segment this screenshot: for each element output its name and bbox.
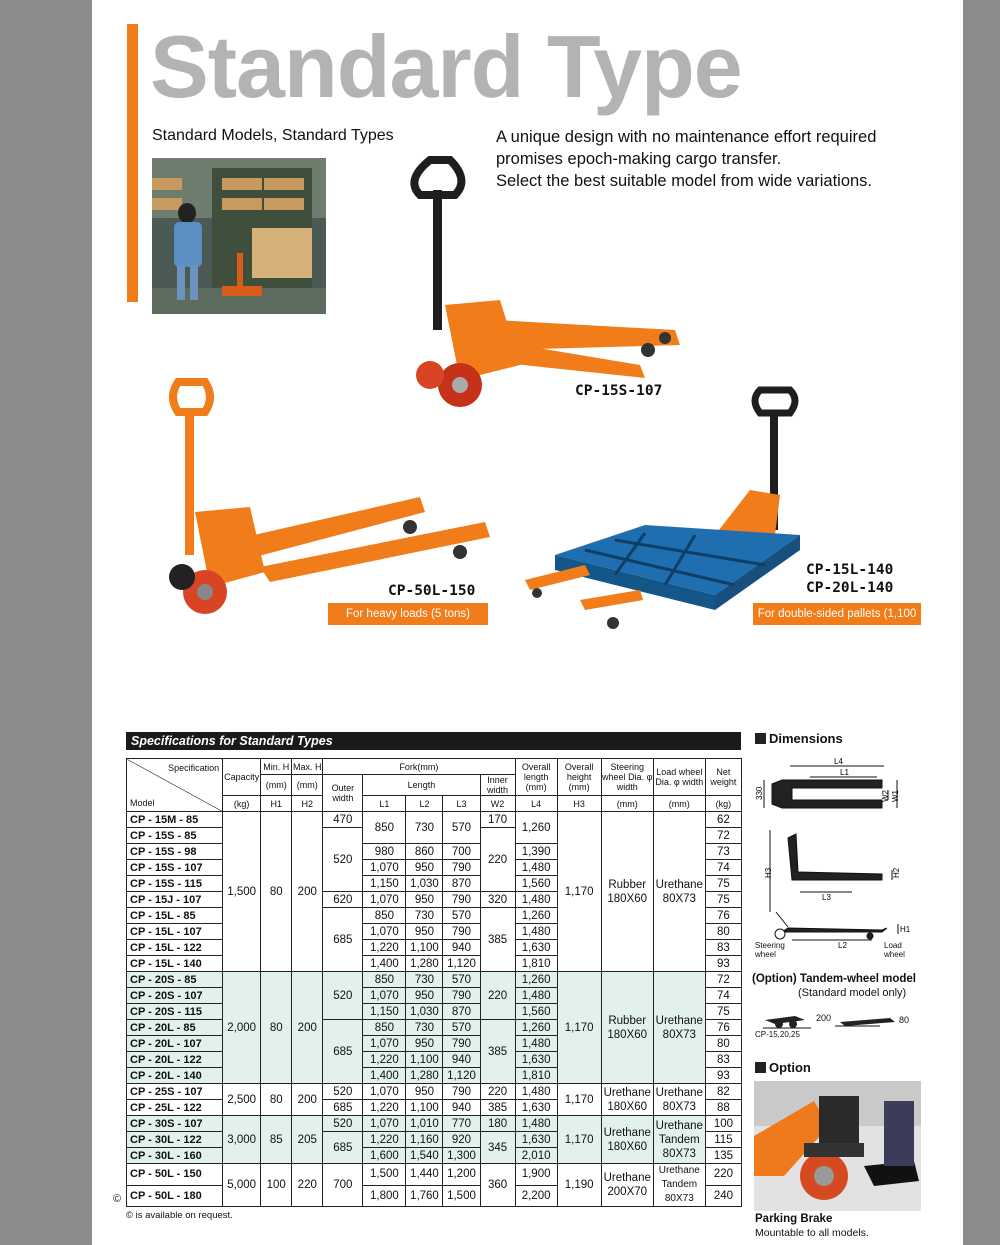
capacity-cell: 2,500 xyxy=(223,1084,261,1116)
l2-cell: 950 xyxy=(406,924,443,940)
l1-cell: 1,150 xyxy=(363,1004,406,1020)
l4-cell: 1,630 xyxy=(515,1132,557,1148)
overall-height-cell: 1,170 xyxy=(557,1116,601,1164)
maxh-cell: 200 xyxy=(292,972,323,1084)
dim-label-l4: L4 xyxy=(834,757,843,766)
outer-width-cell: 685 xyxy=(323,1132,363,1164)
capacity-cell: 3,000 xyxy=(223,1116,261,1164)
inner-width-cell: 170 xyxy=(480,812,515,828)
l4-cell: 1,480 xyxy=(515,924,557,940)
dim-label-w2: W2 xyxy=(881,790,890,802)
dim-label-h2: H2 xyxy=(892,867,901,878)
l2-cell: 1,280 xyxy=(406,1068,443,1084)
l2-symbol: L2 xyxy=(406,796,443,812)
load-wheel-label: Load wheel xyxy=(884,941,905,959)
l3-cell: 700 xyxy=(443,844,480,860)
l2-cell: 1,760 xyxy=(406,1185,443,1207)
net-weight-cell: 240 xyxy=(705,1185,741,1207)
load-material: Urethane xyxy=(655,878,703,891)
l4-cell: 1,630 xyxy=(515,1100,557,1116)
intro-line: promises epoch-making cargo transfer. xyxy=(496,150,782,168)
load-wheel-cell xyxy=(653,1116,705,1164)
l4-cell: 1,260 xyxy=(515,908,557,924)
steer-unit: (mm) xyxy=(601,796,653,812)
l1-cell: 1,070 xyxy=(363,1116,406,1132)
outer-width-cell: 520 xyxy=(323,972,363,1020)
load-size: 80X73 xyxy=(662,1028,696,1041)
steer-material: Rubber xyxy=(608,1014,647,1027)
l2-cell: 730 xyxy=(406,908,443,924)
net-weight-cell: 93 xyxy=(705,1068,741,1084)
model-header-label: Model xyxy=(130,798,155,808)
dim-label-h1: H1 xyxy=(900,925,911,934)
l4-cell: 2,200 xyxy=(515,1185,557,1207)
steer-size: 180X60 xyxy=(607,1028,648,1041)
outer-width-cell: 700 xyxy=(323,1164,363,1207)
outer-width-cell: 685 xyxy=(323,908,363,972)
l1-cell: 1,070 xyxy=(363,1036,406,1052)
l3-cell: 790 xyxy=(443,892,480,908)
l3-cell: 940 xyxy=(443,1052,480,1068)
model-cell: CP - 30L - 160 xyxy=(127,1148,223,1164)
net-weight-cell: 72 xyxy=(705,828,741,844)
model-cell: CP - 15J - 107 xyxy=(127,892,223,908)
model-cell: CP - 20S - 85 xyxy=(127,972,223,988)
l4-cell: 1,900 xyxy=(515,1164,557,1186)
model-cell: CP - 25S - 107 xyxy=(127,1084,223,1100)
l1-cell: 850 xyxy=(363,812,406,844)
load-size: 80X73 xyxy=(662,1147,696,1160)
l4-cell: 1,260 xyxy=(515,972,557,988)
w2-symbol: W2 xyxy=(480,796,515,812)
l1-cell: 1,400 xyxy=(363,1068,406,1084)
tandem-dim-80: 80 xyxy=(899,1015,910,1025)
tandem-dim-200: 200 xyxy=(816,1013,832,1023)
l1-cell: 1,220 xyxy=(363,1100,406,1116)
l1-cell: 850 xyxy=(363,972,406,988)
model-cell: CP - 15S - 107 xyxy=(127,860,223,876)
steer-material: Urethane xyxy=(603,1172,651,1184)
l3-cell: 790 xyxy=(443,1084,480,1100)
l2-cell: 1,010 xyxy=(406,1116,443,1132)
load-material: Urethane xyxy=(655,1119,703,1132)
net-weight-cell: 115 xyxy=(705,1132,741,1148)
l4-cell: 1,630 xyxy=(515,940,557,956)
load-wheel-cell xyxy=(653,972,705,1084)
l3-cell: 1,200 xyxy=(443,1164,480,1186)
model-cell: CP - 30L - 122 xyxy=(127,1132,223,1148)
model-cell: CP - 20L - 85 xyxy=(127,1020,223,1036)
inner-width-cell: 220 xyxy=(480,828,515,892)
dimensions-diagram xyxy=(752,752,920,962)
steering-wheel-header: Steering wheel Dia. φ width xyxy=(601,759,653,796)
left-margin-band xyxy=(0,0,92,1245)
model-cell: CP - 20L - 122 xyxy=(127,1052,223,1068)
l3-cell: 770 xyxy=(443,1116,480,1132)
l4-cell: 1,260 xyxy=(515,812,557,844)
l3-cell: 790 xyxy=(443,924,480,940)
l4-cell: 1,560 xyxy=(515,876,557,892)
inner-width-cell: 320 xyxy=(480,892,515,908)
l1-cell: 1,500 xyxy=(363,1164,406,1186)
steer-size: 180X60 xyxy=(607,892,648,905)
l4-cell: 2,010 xyxy=(515,1148,557,1164)
outer-width-header: Outer width xyxy=(323,775,363,812)
l1-cell: 980 xyxy=(363,844,406,860)
outer-width-cell: 470 xyxy=(323,812,363,828)
inner-width-cell: 220 xyxy=(480,1084,515,1100)
l3-cell: 940 xyxy=(443,940,480,956)
minh-cell: 80 xyxy=(261,972,292,1084)
l1-cell: 1,220 xyxy=(363,1052,406,1068)
l1-cell: 1,070 xyxy=(363,924,406,940)
l2-cell: 1,100 xyxy=(406,1052,443,1068)
maxh-cell: 220 xyxy=(292,1164,323,1207)
dim-label-330: 330 xyxy=(755,786,764,800)
tandem-model-title: (Option) Tandem-wheel model xyxy=(752,973,916,985)
outer-width-cell: 520 xyxy=(323,828,363,892)
section-square-icon xyxy=(755,733,766,744)
model-cell: CP - 20S - 107 xyxy=(127,988,223,1004)
net-weight-cell: 62 xyxy=(705,812,741,828)
l2-cell: 1,030 xyxy=(406,1004,443,1020)
fork-header: Fork(mm) xyxy=(323,759,515,775)
l1-cell: 1,070 xyxy=(363,892,406,908)
capacity-header: Capacity xyxy=(223,759,261,796)
l2-cell: 1,280 xyxy=(406,956,443,972)
l4-cell: 1,810 xyxy=(515,1068,557,1084)
steering-wheel-cell xyxy=(601,972,653,1084)
load-wheel-cell xyxy=(653,1084,705,1116)
capacity-cell: 5,000 xyxy=(223,1164,261,1207)
l4-cell: 1,260 xyxy=(515,1020,557,1036)
product-caption-cp20l140: CP-20L-140 xyxy=(806,580,894,596)
l1-cell: 1,070 xyxy=(363,988,406,1004)
load-material: Urethane xyxy=(655,1014,703,1027)
spec-table-title: Specifications for Standard Types xyxy=(126,732,741,750)
model-cell: CP - 20L - 140 xyxy=(127,1068,223,1084)
model-cell: CP - 15L - 140 xyxy=(127,956,223,972)
h3-symbol: H3 xyxy=(557,796,601,812)
model-cell: CP - 15S - 115 xyxy=(127,876,223,892)
maxh-cell: 200 xyxy=(292,812,323,972)
minh-header: Min. H xyxy=(261,759,292,775)
product-tag-heavy-loads: For heavy loads (5 tons) xyxy=(328,603,488,625)
l3-cell: 1,500 xyxy=(443,1185,480,1207)
load-size: 80X73 xyxy=(662,1100,696,1113)
capacity-cell: 2,000 xyxy=(223,972,261,1084)
dim-label-l1: L1 xyxy=(840,768,849,777)
product-tag-double-sided: For double-sided pallets (1,100 mm) xyxy=(753,603,921,625)
steering-wheel-cell xyxy=(601,1164,653,1207)
l2-cell: 950 xyxy=(406,892,443,908)
l3-cell: 790 xyxy=(443,1036,480,1052)
option-title xyxy=(755,1060,811,1075)
load-wheel-header: Load wheel Dia. φ width xyxy=(653,759,705,796)
option-subcaption: Mountable to all models. xyxy=(755,1227,869,1239)
dimensions-title xyxy=(755,731,843,746)
l3-cell: 870 xyxy=(443,1004,480,1020)
minh-cell: 80 xyxy=(261,1084,292,1116)
length-header: Length xyxy=(363,775,480,796)
overall-length-header: Overall length (mm) xyxy=(515,759,557,796)
l3-cell: 790 xyxy=(443,988,480,1004)
net-unit: (kg) xyxy=(705,796,741,812)
l4-cell: 1,480 xyxy=(515,892,557,908)
inner-width-cell: 385 xyxy=(480,1100,515,1116)
l1-cell: 1,800 xyxy=(363,1185,406,1207)
model-cell: CP - 20L - 107 xyxy=(127,1036,223,1052)
table-row xyxy=(127,1116,742,1132)
load-type: Tandem xyxy=(658,1133,700,1146)
dimensions-title-text: Dimensions xyxy=(769,731,843,746)
l3-cell: 870 xyxy=(443,876,480,892)
l4-cell: 1,480 xyxy=(515,860,557,876)
l4-cell: 1,560 xyxy=(515,1004,557,1020)
outer-width-cell: 685 xyxy=(323,1100,363,1116)
l2-cell: 950 xyxy=(406,1084,443,1100)
tandem-model-subtitle: (Standard model only) xyxy=(798,987,907,999)
net-weight-cell: 73 xyxy=(705,844,741,860)
l1-cell: 1,600 xyxy=(363,1148,406,1164)
page-title: Standard Type xyxy=(150,17,742,116)
model-cell: CP - 15L - 85 xyxy=(127,908,223,924)
steering-wheel-cell xyxy=(601,1084,653,1116)
table-footnote: © is available on request. xyxy=(126,1210,233,1221)
model-cell: CP - 25L - 122 xyxy=(127,1100,223,1116)
intro-line: A unique design with no maintenance effort required xyxy=(496,128,877,146)
product-caption-cp15s107: CP-15S-107 xyxy=(575,383,663,399)
steer-material: Urethane xyxy=(603,1126,651,1139)
spec-table xyxy=(126,758,742,1207)
steer-material: Urethane xyxy=(603,1086,651,1099)
l1-cell: 1,220 xyxy=(363,940,406,956)
net-weight-cell: 75 xyxy=(705,876,741,892)
h1-symbol: H1 xyxy=(261,796,292,812)
l3-cell: 1,120 xyxy=(443,956,480,972)
dim-label-l3: L3 xyxy=(822,893,831,902)
l4-cell: 1,480 xyxy=(515,1116,557,1132)
maxh-unit: (mm) xyxy=(292,775,323,796)
model-cell: CP - 15S - 85 xyxy=(127,828,223,844)
load-size: 80X73 xyxy=(662,892,696,905)
overall-height-cell: 1,170 xyxy=(557,812,601,972)
l1-cell: 1,070 xyxy=(363,1084,406,1100)
load-wheel-cell xyxy=(653,1164,705,1207)
l2-cell: 950 xyxy=(406,1036,443,1052)
l1-cell: 1,150 xyxy=(363,876,406,892)
option-title-text: Option xyxy=(769,1060,811,1075)
net-weight-cell: 82 xyxy=(705,1084,741,1100)
capacity-cell: 1,500 xyxy=(223,812,261,972)
h2-symbol: H2 xyxy=(292,796,323,812)
steer-material: Rubber xyxy=(608,878,647,891)
table-row xyxy=(127,1084,742,1100)
l3-cell: 1,120 xyxy=(443,1068,480,1084)
l2-cell: 730 xyxy=(406,812,443,844)
parking-brake-photo xyxy=(754,1081,921,1211)
l4-symbol: L4 xyxy=(515,796,557,812)
minh-unit: (mm) xyxy=(261,775,292,796)
section-square-icon xyxy=(755,1062,766,1073)
table-row xyxy=(127,972,742,988)
net-weight-cell: 72 xyxy=(705,972,741,988)
title-accent-bar xyxy=(127,24,138,302)
model-cell: CP - 15M - 85 xyxy=(127,812,223,828)
net-weight-cell: 75 xyxy=(705,892,741,908)
dim-label-h3: H3 xyxy=(764,867,773,878)
spec-corner-header xyxy=(127,759,223,812)
net-weight-cell: 75 xyxy=(705,1004,741,1020)
steering-wheel-label: Steering wheel xyxy=(755,941,785,959)
model-cell: CP - 50L - 150 xyxy=(127,1164,223,1186)
inner-width-header: Inner width xyxy=(480,775,515,796)
table-row xyxy=(127,1164,742,1186)
minh-cell: 100 xyxy=(261,1164,292,1207)
model-cell: CP - 50L - 180 xyxy=(127,1185,223,1207)
l2-cell: 1,540 xyxy=(406,1148,443,1164)
pallet-truck-on-pallet-image xyxy=(525,385,815,635)
l2-cell: 730 xyxy=(406,972,443,988)
l3-cell: 570 xyxy=(443,908,480,924)
minh-cell: 85 xyxy=(261,1116,292,1164)
steer-size: 180X60 xyxy=(607,1100,648,1113)
net-weight-cell: 80 xyxy=(705,924,741,940)
minh-cell: 80 xyxy=(261,812,292,972)
inner-width-cell: 180 xyxy=(480,1116,515,1132)
overall-height-cell: 1,170 xyxy=(557,972,601,1084)
model-cell: CP - 20S - 115 xyxy=(127,1004,223,1020)
net-weight-cell: 100 xyxy=(705,1116,741,1132)
inner-width-cell: 385 xyxy=(480,1020,515,1084)
inner-width-cell: 360 xyxy=(480,1164,515,1207)
load-material: Urethane xyxy=(658,1165,700,1176)
l1-cell: 1,400 xyxy=(363,956,406,972)
outer-width-cell: 520 xyxy=(323,1084,363,1100)
product-caption-cp15l140: CP-15L-140 xyxy=(806,562,894,578)
net-weight-header: Net weight xyxy=(705,759,741,796)
net-weight-cell: 80 xyxy=(705,1036,741,1052)
intro-line: Select the best suitable model from wide variations. xyxy=(496,172,873,190)
l1-cell: 850 xyxy=(363,1020,406,1036)
steering-wheel-cell xyxy=(601,1116,653,1164)
maxh-header: Max. H xyxy=(292,759,323,775)
l2-cell: 950 xyxy=(406,860,443,876)
outer-width-cell: 520 xyxy=(323,1116,363,1132)
inner-width-cell: 345 xyxy=(480,1132,515,1164)
l3-cell: 790 xyxy=(443,860,480,876)
l4-cell: 1,810 xyxy=(515,956,557,972)
l1-cell: 850 xyxy=(363,908,406,924)
capacity-unit: (kg) xyxy=(223,796,261,812)
net-weight-cell: 83 xyxy=(705,1052,741,1068)
warehouse-photo xyxy=(152,158,326,314)
dim-label-w1: W1 xyxy=(891,790,900,802)
overall-height-cell: 1,190 xyxy=(557,1164,601,1207)
inner-width-cell: 220 xyxy=(480,972,515,1020)
option-caption: Parking Brake xyxy=(755,1213,833,1225)
l1-cell: 1,070 xyxy=(363,860,406,876)
l3-cell: 570 xyxy=(443,972,480,988)
spec-header-label: Specification xyxy=(168,763,220,773)
model-cell: CP - 30S - 107 xyxy=(127,1116,223,1132)
l3-cell: 1,300 xyxy=(443,1148,480,1164)
l3-symbol: L3 xyxy=(443,796,480,812)
net-weight-cell: 76 xyxy=(705,908,741,924)
l3-cell: 920 xyxy=(443,1132,480,1148)
l4-cell: 1,480 xyxy=(515,1084,557,1100)
tandem-models-note: CP-15,20,25 xyxy=(755,1030,800,1039)
steer-size: 180X60 xyxy=(607,1140,648,1153)
dim-label-l2: L2 xyxy=(838,941,847,950)
l2-cell: 1,100 xyxy=(406,1100,443,1116)
net-weight-cell: 74 xyxy=(705,860,741,876)
net-weight-cell: 83 xyxy=(705,940,741,956)
net-weight-cell: 74 xyxy=(705,988,741,1004)
table-row xyxy=(127,812,742,828)
maxh-cell: 205 xyxy=(292,1116,323,1164)
outer-width-cell: 620 xyxy=(323,892,363,908)
net-weight-cell: 76 xyxy=(705,1020,741,1036)
maxh-cell: 200 xyxy=(292,1084,323,1116)
l2-cell: 950 xyxy=(406,988,443,1004)
request-mark: © xyxy=(113,1193,122,1205)
l2-cell: 730 xyxy=(406,1020,443,1036)
l4-cell: 1,630 xyxy=(515,1052,557,1068)
outer-width-cell: 685 xyxy=(323,1020,363,1084)
l4-cell: 1,390 xyxy=(515,844,557,860)
load-wheel-cell xyxy=(653,812,705,972)
l2-cell: 860 xyxy=(406,844,443,860)
l2-cell: 1,160 xyxy=(406,1132,443,1148)
model-cell: CP - 15S - 98 xyxy=(127,844,223,860)
spec-header-row xyxy=(127,759,742,775)
steer-size: 200X70 xyxy=(607,1186,648,1198)
load-material: Urethane xyxy=(655,1086,703,1099)
steering-wheel-cell xyxy=(601,812,653,972)
overall-height-header: Overall height (mm) xyxy=(557,759,601,796)
net-weight-cell: 220 xyxy=(705,1164,741,1186)
inner-width-cell: 385 xyxy=(480,908,515,972)
right-margin-band xyxy=(963,0,1000,1245)
overall-height-cell: 1,170 xyxy=(557,1084,601,1116)
model-cell: CP - 15L - 122 xyxy=(127,940,223,956)
net-weight-cell: 135 xyxy=(705,1148,741,1164)
net-weight-cell: 88 xyxy=(705,1100,741,1116)
l2-cell: 1,030 xyxy=(406,876,443,892)
l3-cell: 570 xyxy=(443,1020,480,1036)
load-size: Tandem 80X73 xyxy=(661,1179,698,1204)
l3-cell: 940 xyxy=(443,1100,480,1116)
product-caption-cp50l150: CP-50L-150 xyxy=(388,583,476,599)
l2-cell: 1,100 xyxy=(406,940,443,956)
load-unit: (mm) xyxy=(653,796,705,812)
model-cell: CP - 15L - 107 xyxy=(127,924,223,940)
page-subtitle: Standard Models, Standard Types xyxy=(152,127,394,144)
l2-cell: 1,440 xyxy=(406,1164,443,1186)
l4-cell: 1,480 xyxy=(515,988,557,1004)
l1-cell: 1,220 xyxy=(363,1132,406,1148)
l4-cell: 1,480 xyxy=(515,1036,557,1052)
l3-cell: 570 xyxy=(443,812,480,844)
net-weight-cell: 93 xyxy=(705,956,741,972)
l1-symbol: L1 xyxy=(363,796,406,812)
